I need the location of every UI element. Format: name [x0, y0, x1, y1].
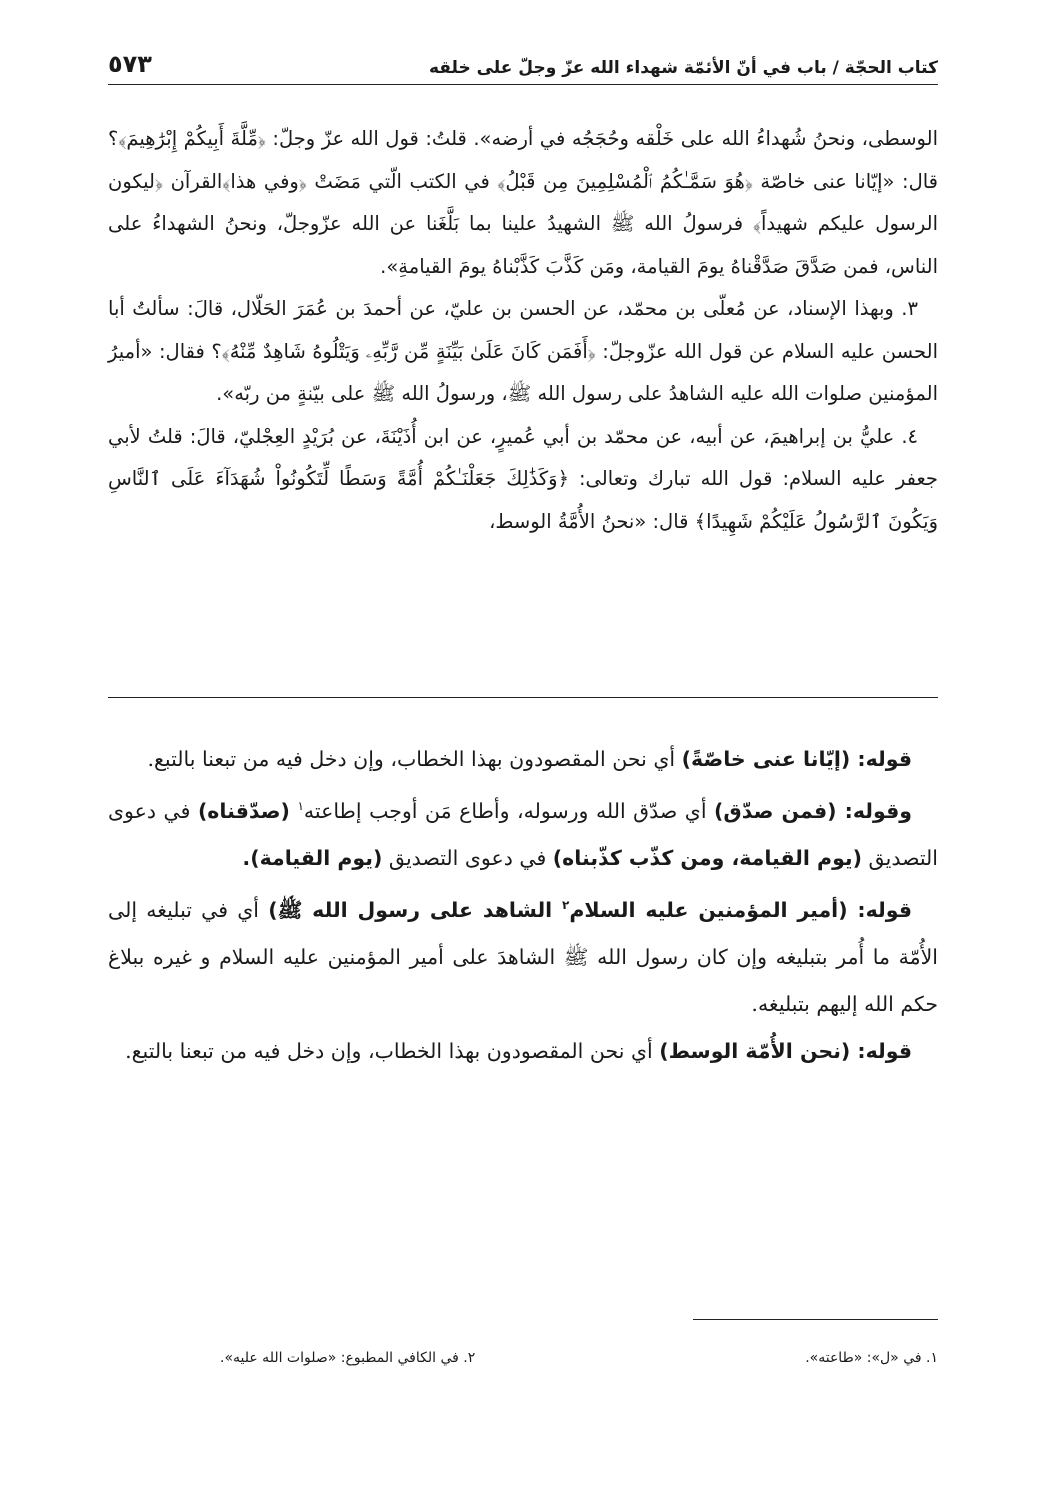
chapter-title: كتاب الحجّة / باب في أنّ الأئمّة شهداء الله عزّ وجلّ على خلقه — [428, 58, 938, 78]
commentary-note-2 — [108, 783, 938, 882]
commentary-note-4 — [108, 1028, 938, 1075]
paragraph-1: الوسطى، ونحنُ شُهداءُ الله على خَلْقه وحُجَجُه في أرضه». قلتُ: قول الله عزّ وجلّ: ﴿مِّلَّةَ أَبِيكُمْ إِبْرَٰهِيمَ﴾؟ قال: «إيّانا عنى خاصّة ﴿هُوَ سَمَّـٰكُمُ ٱلْمُسْلِمِينَ مِن قَبْلُ﴾ في الكتب الّتي مَضَتْ ﴿وفي هذا﴾القرآن ﴿ليكون الرسول عليكم شهيداً﴾ فرسولُ الله ﷺ الشهيدُ علينا بما بَلَّغَنا عن الله عزّوجلّ، ونحنُ الشهداءُ على الناس، فمن صَدَّقَ صَدَّقْناهُ يومَ القيامة، ومَن كَذَّبَ كَذَّبْناهُ يومَ القيامةِ». — [108, 127, 938, 278]
page-number: ٥٧٣ — [108, 50, 152, 78]
header-divider — [108, 84, 938, 85]
note-heading: (يوم القيامة، ومن كذّب كذّبناه) — [552, 845, 862, 870]
note-heading: قوله: (إيّانا عنى خاصّةً) — [681, 747, 912, 771]
running-header — [108, 38, 938, 78]
commentary-note-3 — [108, 882, 938, 1028]
note-text: في دعوى التصديق — [108, 798, 938, 870]
commentary-divider — [108, 697, 938, 698]
note-heading-part: قوله: (أمير المؤمنين عليه السلام — [569, 897, 912, 922]
commentary-note-1 — [108, 736, 938, 783]
note-text: أي في تبليغه إلى الأُمّة ما أُمر بتبليغه وإن كان رسول الله ﷺ الشاهدَ على أمير المؤمنين عليه السلام و غيره ببلاغ حكم الله إليهم بتبليغه. — [108, 897, 938, 1016]
note-text: أي صدّق الله ورسوله، وأطاع مَن أوجب إطاعته — [303, 798, 707, 823]
note-heading-part: الشاهد على رسول الله ﷺ) — [268, 897, 553, 922]
footnote-2: ٢. في الكافي المطبوع: «صلوات الله عليه». — [220, 1350, 476, 1366]
footnote-marker: ٢ — [562, 897, 570, 912]
note-heading: قوله: (نحن الأُمّة الوسط) — [659, 1038, 912, 1063]
note-heading: وقوله: (فمن صدّق) — [714, 798, 912, 823]
footnote-1: ١. في «ل»: «طاعته». — [805, 1350, 938, 1366]
note-heading: (يوم القيامة). — [242, 845, 383, 870]
note-text: أي نحن المقصودون بهذا الخطاب، وإن دخل فيه من تبعنا بالتبع. — [147, 747, 676, 771]
footnotes — [220, 1350, 938, 1366]
footnote-divider — [693, 1319, 938, 1320]
note-heading — [268, 898, 912, 922]
footnote-marker: ١ — [297, 799, 304, 813]
paragraph-2: ٣. وبهذا الإسناد، عن مُعلّى بن محمّد، عن الحسن بن عليّ، عن أحمدَ بن عُمَرَ الحَلّال، قالَ: سألتُ أبا الحسن عليه السلام عن قول الله عزّوجلّ: ﴿أَفَمَن كَانَ عَلَىٰ بَيِّنَةٍ مِّن رَّبِّهِۦ وَيَتْلُوهُ شَاهِدٌ مِّنْهُ﴾؟ فقال: «أميرُ المؤمنين صلوات الله عليه الشاهدُ على رسول الله ﷺ، ورسولُ الله ﷺ على بيّنةٍ من ربّه». — [108, 297, 938, 405]
note-heading: (صدّقناه) — [197, 798, 290, 823]
main-text — [108, 118, 938, 543]
commentary — [108, 736, 938, 1075]
paragraph-3: ٤. عليُّ بن إبراهيمَ، عن أبيه، عن محمّد بن أبي عُميرٍ، عن ابن أُذَيْنَةَ، عن بُرَيْدٍ العِجْليّ، قالَ: قلتُ لأبي جعفر عليه السلام: قول الله تبارك وتعالى: ﴿وَكَذَٰلِكَ جَعَلْنَـٰكُمْ أُمَّةً وَسَطًا لِّتَكُونُواْ شُهَدَآءَ عَلَى ٱلنَّاسِ وَيَكُونَ ٱلرَّسُولُ عَلَيْكُمْ شَهِيدًا﴾ قال: «نحنُ الأُمَّةُ الوسط، — [108, 424, 938, 533]
note-text: في دعوى التصديق — [388, 845, 547, 870]
note-text: أي نحن المقصودون بهذا الخطاب، وإن دخل فيه من تبعنا بالتبع. — [125, 1038, 653, 1063]
